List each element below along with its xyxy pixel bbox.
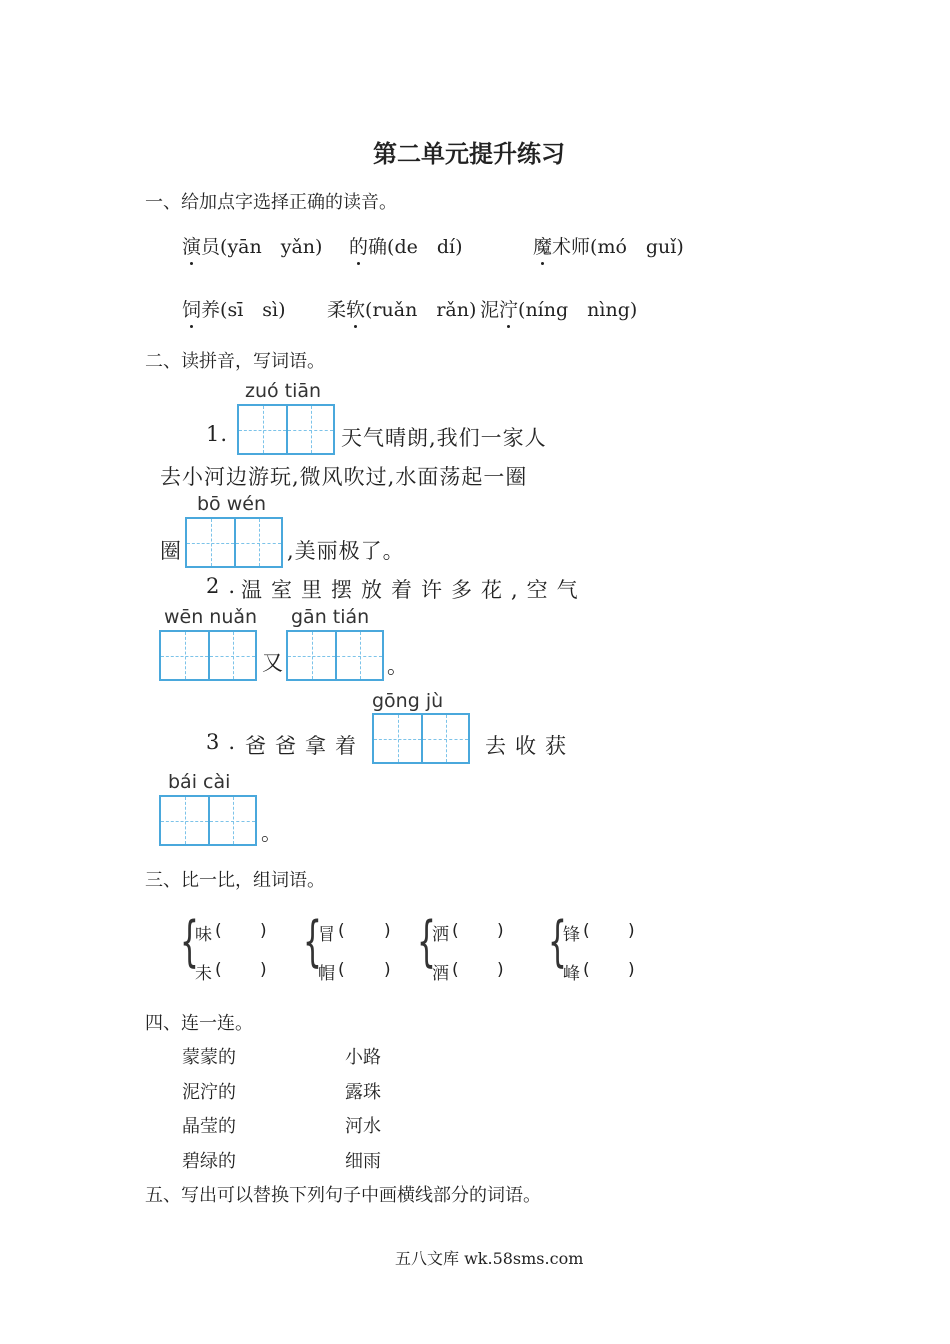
writing-cell[interactable] xyxy=(421,715,468,762)
sentence-text: ,美丽极了。 xyxy=(287,539,405,563)
section-5-heading: 五、写出可以替换下列句子中画横线部分的词语。 xyxy=(145,1185,541,1206)
brace-icon: { xyxy=(548,910,567,973)
writing-box[interactable] xyxy=(159,630,257,681)
paren-close: ) xyxy=(628,960,635,980)
sentence-text: 又 xyxy=(262,651,284,675)
match-right-item[interactable]: 露珠 xyxy=(345,1082,381,1103)
brace-icon: { xyxy=(180,910,199,973)
writing-cell[interactable] xyxy=(208,632,255,679)
sentence-text: 天气晴朗,我们一家人 xyxy=(341,426,547,450)
writing-box[interactable] xyxy=(159,795,257,846)
paren-close: ) xyxy=(384,921,391,941)
writing-cell[interactable] xyxy=(286,406,333,453)
sentence-text: 去收获 xyxy=(485,734,575,758)
pinyin-label: gān tián xyxy=(291,606,370,628)
paren-open: ( xyxy=(215,960,222,980)
paren-open: ( xyxy=(583,960,590,980)
item-number: 3. xyxy=(206,730,245,754)
pinyin-label: bō wén xyxy=(197,493,266,515)
match-right-item[interactable]: 小路 xyxy=(345,1047,381,1068)
match-right-item[interactable]: 细雨 xyxy=(345,1151,381,1172)
q1-item: 泥泞(níng nìng) xyxy=(480,299,638,321)
paren-close: ) xyxy=(260,960,267,980)
pinyin-label: bái cài xyxy=(168,771,231,793)
paren-close: ) xyxy=(384,960,391,980)
writing-cell[interactable] xyxy=(374,715,421,762)
compare-char: 酒 xyxy=(432,964,449,984)
match-right-item[interactable]: 河水 xyxy=(345,1116,381,1137)
section-3-heading: 三、比一比，组词语。 xyxy=(145,870,325,891)
compare-char: 味 xyxy=(195,925,212,945)
writing-box[interactable] xyxy=(237,404,335,455)
footer-watermark: 五八文库 wk.58sms.com xyxy=(395,1249,584,1268)
q1-item: 柔软(ruǎn rǎn) xyxy=(327,299,477,321)
sentence-text: 。 xyxy=(387,654,409,678)
writing-cell[interactable] xyxy=(161,632,208,679)
compare-char: 冒 xyxy=(318,925,335,945)
pinyin-label: gōng jù xyxy=(372,690,444,712)
q1-item: 魔术师(mó guǐ) xyxy=(533,236,684,258)
match-left-item[interactable]: 晶莹的 xyxy=(182,1116,236,1137)
paren-open: ( xyxy=(583,921,590,941)
compare-char: 帽 xyxy=(318,964,335,984)
compare-char: 洒 xyxy=(432,925,449,945)
dotted-char: 魔 xyxy=(533,236,553,258)
writing-box[interactable] xyxy=(286,630,384,681)
compare-char: 峰 xyxy=(563,964,580,984)
pinyin-label: zuó tiān xyxy=(245,380,322,402)
section-2-heading: 二、读拼音，写词语。 xyxy=(145,351,325,372)
q1-item: 饲养(sī sì) xyxy=(182,299,286,321)
paren-open: ( xyxy=(215,921,222,941)
dotted-char: 饲 xyxy=(182,299,202,321)
sentence-text: 去小河边游玩,微风吹过,水面荡起一圈 xyxy=(160,465,528,489)
paren-close: ) xyxy=(497,921,504,941)
paren-close: ) xyxy=(497,960,504,980)
brace-icon: { xyxy=(303,910,322,973)
q1-item: 的确(de dí) xyxy=(349,236,463,258)
match-left-item[interactable]: 碧绿的 xyxy=(182,1151,236,1172)
dotted-char: 演 xyxy=(182,236,202,258)
page-title: 第二单元提升练习 xyxy=(373,139,565,168)
writing-cell[interactable] xyxy=(288,632,335,679)
writing-box[interactable] xyxy=(185,517,283,568)
paren-open: ( xyxy=(338,921,345,941)
paren-open: ( xyxy=(452,921,459,941)
writing-cell[interactable] xyxy=(239,406,286,453)
match-left-item[interactable]: 泥泞的 xyxy=(182,1082,236,1103)
dotted-char: 的 xyxy=(349,236,369,258)
writing-cell[interactable] xyxy=(161,797,208,844)
sentence-text: 温室里摆放着许多花,空气 xyxy=(241,578,587,602)
pinyin-label: wēn nuǎn xyxy=(164,606,258,628)
compare-char: 未 xyxy=(195,964,212,984)
paren-close: ) xyxy=(628,921,635,941)
item-number: 2. xyxy=(206,574,245,598)
sentence-text: 圈 xyxy=(160,539,182,563)
paren-close: ) xyxy=(260,921,267,941)
dotted-char: 泞 xyxy=(499,299,519,321)
paren-open: ( xyxy=(452,960,459,980)
section-1-heading: 一、给加点字选择正确的读音。 xyxy=(145,192,397,213)
writing-cell[interactable] xyxy=(234,519,281,566)
dotted-char: 软 xyxy=(346,299,366,321)
sentence-text: 。 xyxy=(261,821,283,845)
match-left-item[interactable]: 蒙蒙的 xyxy=(182,1047,236,1068)
brace-icon: { xyxy=(417,910,436,973)
item-number: 1. xyxy=(206,422,229,446)
section-4-heading: 四、连一连。 xyxy=(145,1013,253,1034)
writing-cell[interactable] xyxy=(187,519,234,566)
sentence-text: 爸爸拿着 xyxy=(245,734,365,758)
compare-char: 锋 xyxy=(563,925,580,945)
writing-cell[interactable] xyxy=(335,632,382,679)
writing-cell[interactable] xyxy=(208,797,255,844)
q1-item: 演员(yān yǎn) xyxy=(182,236,323,258)
writing-box[interactable] xyxy=(372,713,470,764)
paren-open: ( xyxy=(338,960,345,980)
